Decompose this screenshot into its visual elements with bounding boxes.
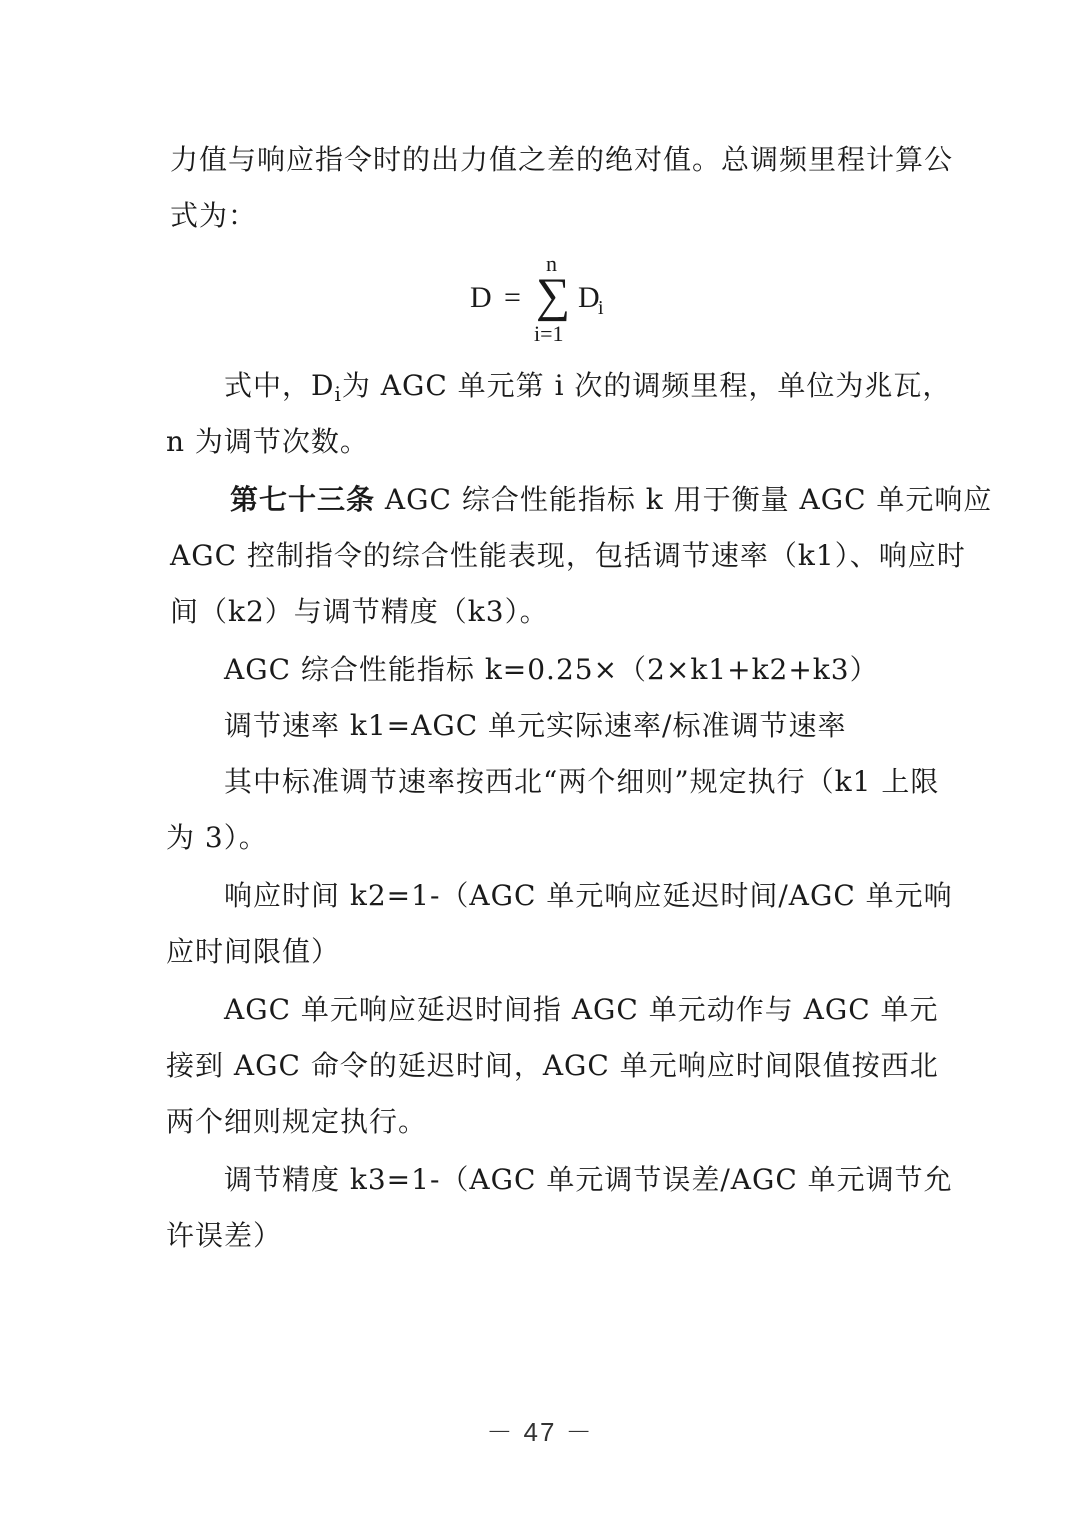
article-title: 第七十三条 (230, 483, 376, 516)
paragraph-line-15: 调节精度 k3=1-（AGC 单元调节误差/AGC 单元调节允 (224, 1163, 953, 1196)
paragraph-line-2: 式为： (170, 199, 258, 232)
paragraph-line-14: 两个细则规定执行。 (166, 1105, 428, 1138)
paragraph-line-16: 许误差） (166, 1219, 283, 1252)
summation-lower-limit: i=1 (534, 321, 564, 346)
paragraph-line-12: AGC 单元响应延迟时间指 AGC 单元动作与 AGC 单元 (224, 993, 939, 1026)
formula-lhs: D (470, 281, 492, 314)
paragraph-line-11: 应时间限值） (166, 935, 341, 968)
paragraph-line-7: 调节速率 k1=AGC 单元实际速率/标准调节速率 (224, 709, 847, 742)
paragraph-line-5: 间（k2）与调节精度（k3）。 (170, 595, 549, 628)
paragraph-line-10: 响应时间 k2=1-（AGC 单元响应延迟时间/AGC 单元响 (224, 879, 953, 912)
paragraph-line-8: 其中标准调节速率按西北“两个细则”规定执行（k1 上限 (224, 765, 940, 798)
definition-prefix: 式中，D (224, 369, 335, 402)
definition-line (224, 366, 952, 414)
paragraph-line-3: n 为调节次数。 (166, 425, 369, 458)
summation-symbol: ∑ (536, 269, 571, 322)
article-text: AGC 综合性能指标 k 用于衡量 AGC 单元响应 (375, 483, 993, 516)
paragraph-line-1: 力值与响应指令时的出力值之差的绝对值。总调频里程计算公 (170, 143, 954, 176)
paragraph-line-13: 接到 AGC 命令的延迟时间，AGC 单元响应时间限值按西北 (166, 1049, 939, 1082)
formula-term: D (578, 281, 600, 314)
formula-term-subscript: i (598, 297, 604, 319)
paragraph-line-4: AGC 控制指令的综合性能表现，包括调节速率（k1）、响应时 (170, 539, 966, 572)
page-number: － 47 － (486, 1417, 594, 1447)
paragraph-line-9: 为 3）。 (166, 821, 268, 854)
formula-equals: = (504, 281, 521, 314)
article-heading-line (230, 480, 993, 520)
summation-formula (470, 252, 620, 352)
definition-subscript: i (334, 382, 342, 406)
paragraph-line-6: AGC 综合性能指标 k=0.25×（2×k1+k2+k3） (224, 653, 879, 686)
definition-rest: 为 AGC 单元第 i 次的调频里程，单位为兆瓦， (341, 369, 952, 402)
summation-upper-limit: n (546, 251, 557, 276)
